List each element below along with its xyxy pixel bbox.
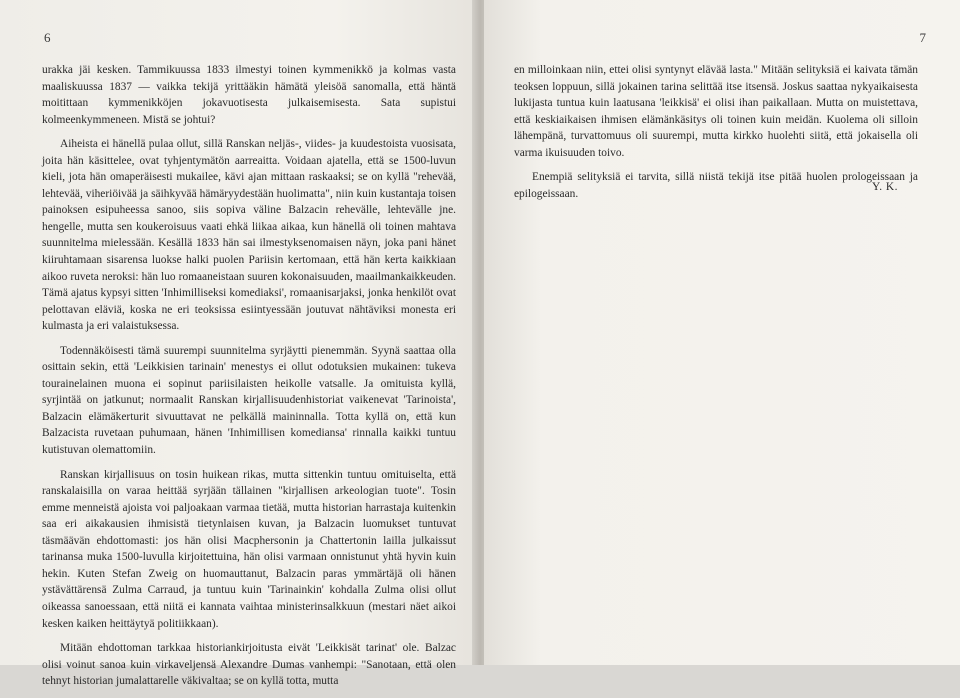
left-page <box>0 0 478 688</box>
paragraph: Todennäköisesti tämä suurempi suunnitelma syrjäytti pienemmän. Syynä saattaa olla osittain sekin, että 'Leikkisien tarinain' menestys ei ollut odotuksien mukainen: tukeva tourainelainen muona ei sopinut pariisilaisten heikolle vatsalle. Ja omituista kyllä, syrjintää on jatkunut; normaalit Ranskan kirjallisuudenhistoriat vaikenevat 'Tarinoista', Balzacin elämäkerturit sivuuttavat ne pelkällä maininnalla. Totta kyllä on, että kun Balzacista ruvetaan puhumaan, hänen 'Inhimillisen komediansa' rinnalla kaikki tuntuu kutistuvan olemattomiin. <box>42 344 456 457</box>
body-text <box>42 62 456 698</box>
paragraph: Enempiä selityksiä ei tarvita, sillä niistä tekijä itse pitää huolen prologeissaan ja epilogeissaan. <box>514 171 918 200</box>
paragraph: urakka jäi kesken. Tammikuussa 1833 ilmestyi toinen kymmenikkö ja kolmas vasta maaliskuussa 1837 — vaikka tekijä yrittääkin hämätä yleisöä sanomalla, että häntä moitittaan kymmenikköjen jokavuotisesta julkaisemisesta. Sata supistui kolmeenkymmeneen. Mistä se johtui? <box>42 64 456 126</box>
right-page <box>484 0 960 665</box>
paragraph: en milloinkaan niin, ettei olisi syntynyt elävää lasta." Mitään selityksiä ei kaivata tämän teoksen loppuun, sillä jokainen tarina selittää itse itsensä. Joskus saattaa nykyaikaisesta lukijasta tuntua kuin laatusana 'leikkisä' ei olisi ihan paikallaan. Mutta on muistettava, että keskiaikaisen ihmisen elämänkäsitys oli toinen kuin meidän. Kuolema oli silloin lähempänä, turvattomuus oli suurempi, mutta kirkko huolehti siitä, että jokaisella oli varma ikuisuuden toivo. <box>514 64 918 159</box>
page-number: 6 <box>44 30 51 45</box>
page-number: 7 <box>919 30 926 45</box>
paragraph: Aiheista ei hänellä pulaa ollut, sillä Ranskan neljäs-, viides- ja kuudestoista vuosisata, joita hän käsittelee, ovat tyhjentymätön aarreaitta. Voidaan ajatella, että se 1500-luvun kieli, jota hän omaperäisesti mukailee, kävi ajan mittaan raskaaksi; se on kyllä "rehevää, lehtevää, viheriöivää ja säihkyvää hämäryydestään huolimatta", niin kuin kustantaja toisen painoksen esipuheessa sanoo, siis sopiva väline Balzacin rehevälle, lehtevälle jne. hengelle, mutta sen koukeroisuus vaati ehkä liikaa aikaa, kun hänellä oli toinen mahtava suunnitelma mielessään. Kesällä 1833 hän sai ilmestyksenomaisen näyn, joka pani hänet kiiruhtamaan sisarensa luokse halki puolen Pariisin kertomaan, että hän kerta kaikkiaan aikoo ruveta neroksi: hän luo romaaneistaan suuren kokonaisuuden, maailmankaikkeuden. Tämä ajatus kypsyi sitten 'Inhimilliseksi komediaksi', romaanisarjaksi, jonka henkilöt ovat pelottavan eläviä, koska ne eri teoksissa esiintyessään joutuvat nähtäviksi monesta eri kulmasta ja eri valaistuksessa. <box>42 138 456 333</box>
body-text <box>514 62 918 210</box>
author-initials: Y. K. <box>871 181 898 193</box>
paragraph: Mitään ehdottoman tarkkaa historiankirjoitusta eivät 'Leikkisät tarinat' ole. Balzac olisi voinut sanoa kuin virkaveljensä Alexandre Dumas vanhempi: "Sanotaan, että olen tehnyt historian jumalattarelle väkivaltaa; se on kyllä totta, mutta <box>42 642 456 688</box>
paragraph: Ranskan kirjallisuus on tosin huikean rikas, mutta sittenkin tuntuu omituiselta, että ranskalaisilla on varaa heittää syrjään tällainen "kirjallisen arkeologian tuote". Tosin emme menneistä ajoista voi paljoakaan varmaa tietää, mutta historian harrastaja kuitenkin saa eri aikakausien ihmisistä tietynlaisen kuvan, ja Balzacin luomukset tuntuvat täsmäävän ehdottomasti: jos hän olisi Macphersonin ja Chattertonin lailla julkaissut tarinansa muka 1500-luvulla kirjoitettuina, hän olisi varmaan onnistunut yhtä hyvin kuin hekin. Kuten Stefan Zweig on huomauttanut, Balzacin paras ymmärtäjä oli hänen ystävättärensä Zulma Carraud, ja tuntuu kuin 'Tarinainkin' kohdalla Zulma olisi ollut oikeassa sanoessaan, että niitä ei kannata vaihtaa ministerinsalkkuun (mestari näet aikoi kesken kaiken heittäytyä politiikkaan). <box>42 468 456 630</box>
